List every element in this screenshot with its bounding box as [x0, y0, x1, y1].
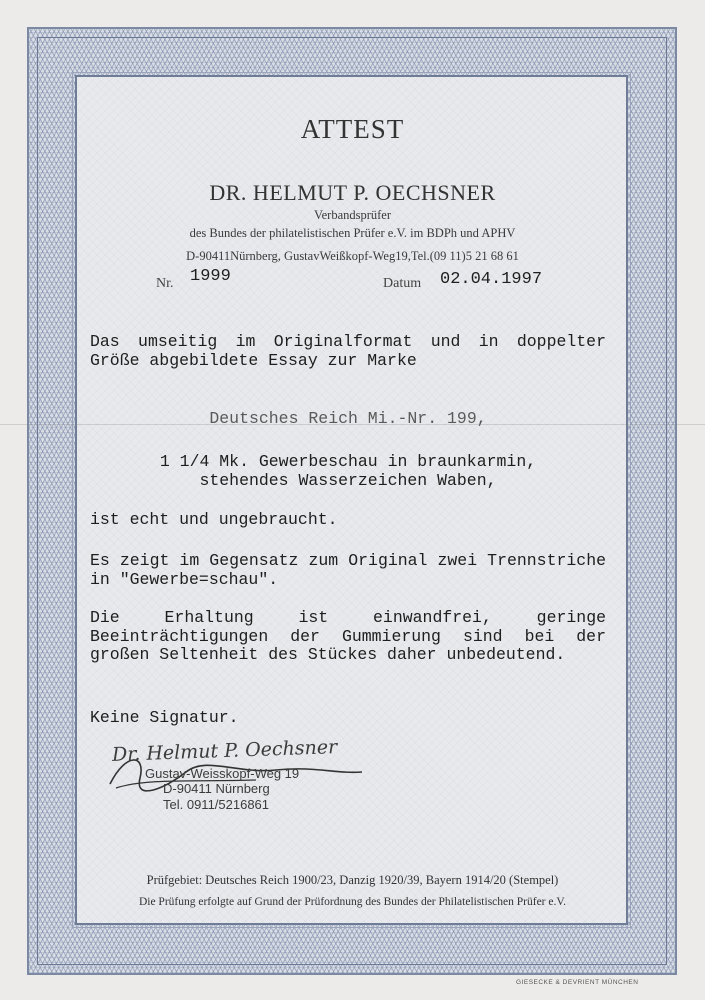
- body-watermark: stehendes Wasserzeichen Waben,: [199, 471, 497, 490]
- signature-stamp-tel: Tel. 0911/5216861: [163, 797, 270, 812]
- signature-stamp-city: D-90411 Nürnberg: [163, 781, 270, 796]
- number-label: Nr.: [156, 276, 174, 291]
- examination-note: Die Prüfung erfolgte auf Grund der Prüfordnung des Bundes der Philatelistischen Prüfer e.V.: [138, 896, 567, 908]
- examiner-address: D-90411Nürnberg, GustavWeißkopf-Weg19,Tel.(09 11)5 21 68 61: [186, 249, 519, 263]
- body-stamp-description: 1 1/4 Mk. Gewerbeschau in braunkarmin,: [159, 452, 537, 471]
- signature-stamp-street: Gustav-Weisskopf-Weg 19: [145, 766, 300, 781]
- body-genuine-statement: ist echt und ungebraucht.: [90, 510, 338, 529]
- certificate-date: 02.04.1997: [440, 270, 543, 289]
- signature-stamp-name: Dr. Helmut P. Oechsner: [111, 736, 338, 766]
- examination-scope: Prüfgebiet: Deutsches Reich 1900/23, Danzig 1920/39, Bayern 1914/20 (Stempel): [146, 873, 559, 887]
- certificate-title: ATTEST: [300, 114, 405, 144]
- examiner-affiliation: des Bundes der philatelistischen Prüfer e.V. im BDPh und APHV: [189, 226, 516, 240]
- certificate-number: 1999: [190, 267, 231, 286]
- body-paragraph-condition: Die Erhaltung ist einwandfrei, geringe Beeinträchtigungen der Gummierung sind bei der großen Seltenheit des Stückes daher unbedeutend.: [90, 608, 606, 664]
- body-stamp-catalogue: Deutsches Reich Mi.-Nr. 199,: [209, 409, 487, 428]
- examiner-role: Verbandsprüfer: [313, 208, 392, 222]
- body-paragraph-variant: Es zeigt im Gegensatz zum Original zwei Trennstriche in "Gewerbe=schau".: [90, 551, 606, 589]
- date-label: Datum: [383, 276, 422, 291]
- examiner-name: DR. HELMUT P. OECHSNER: [209, 180, 496, 205]
- printer-imprint: GIESECKE & DEVRIENT MÜNCHEN: [516, 979, 639, 986]
- body-paragraph-1: Das umseitig im Originalformat und in doppelter Größe abgebildete Essay zur Marke: [90, 332, 606, 370]
- body-no-signature: Keine Signatur.: [90, 708, 239, 727]
